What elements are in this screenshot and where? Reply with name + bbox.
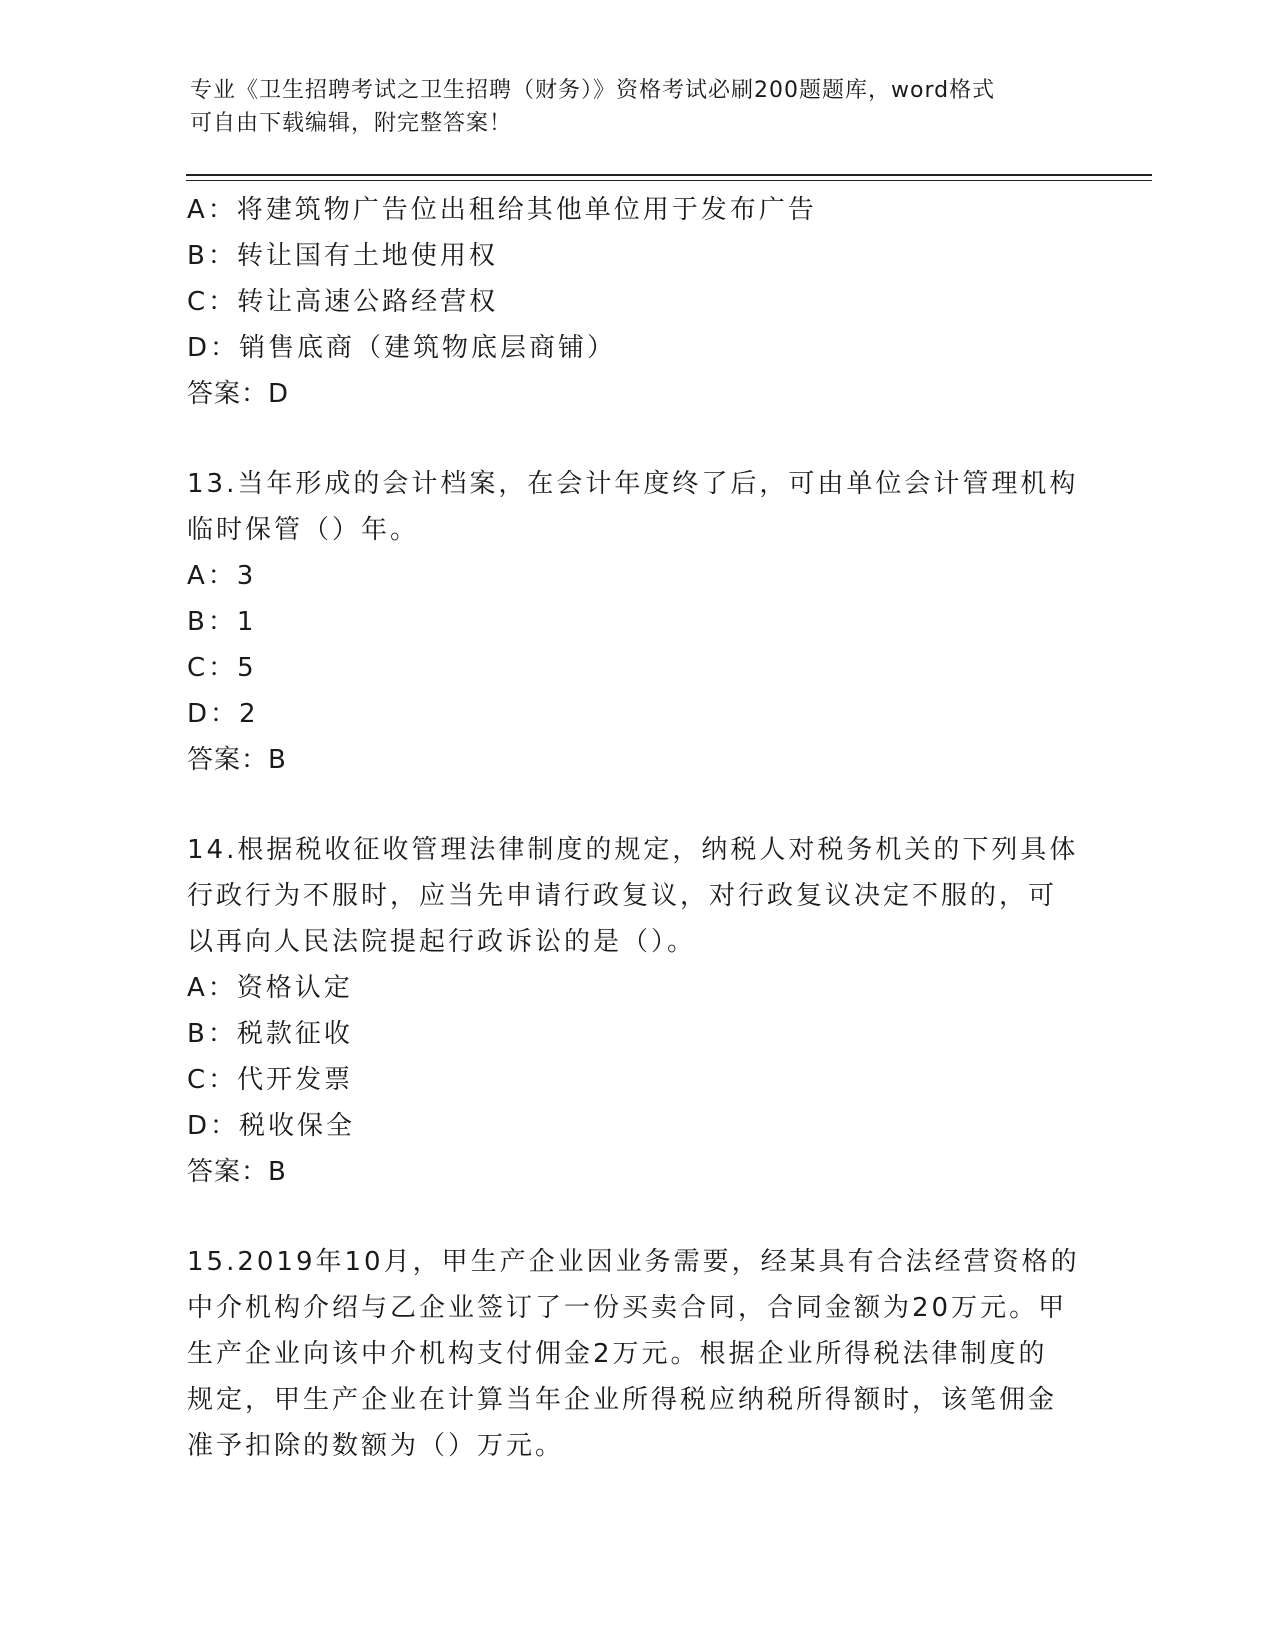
header-line-2: 可自由下载编辑，附完整答案！	[190, 111, 513, 136]
option-d: D：销售底商（建筑物底层商铺）	[187, 333, 617, 363]
question-text-line: 生产企业向该中介机构支付佣金2万元。根据企业所得税法律制度的	[187, 1339, 1048, 1369]
question-text-line: 规定，甲生产企业在计算当年企业所得税应纳税所得额时，该笔佣金	[187, 1385, 1058, 1415]
option-c: C：5	[187, 653, 257, 683]
question-13	[187, 461, 1087, 783]
option-d: D：税收保全	[187, 1111, 356, 1141]
option-c: C：转让高速公路经营权	[187, 287, 499, 317]
header-line-1: 专业《卫生招聘考试之卫生招聘（财务）》资格考试必刷200题题库，word格式	[190, 78, 996, 103]
header-divider-thick	[186, 174, 1152, 176]
question-text-line: 行政行为不服时，应当先申请行政复议，对行政复议决定不服的，可	[187, 881, 1058, 911]
option-b: B：1	[187, 607, 257, 637]
question-15	[187, 1239, 1087, 1469]
option-b: B：转让国有土地使用权	[187, 241, 498, 271]
document-header	[190, 74, 1090, 140]
question-12	[187, 187, 1087, 417]
question-text-line: 13.当年形成的会计档案，在会计年度终了后，可由单位会计管理机构	[187, 469, 1079, 499]
question-text-line: 15.2019年10月，甲生产企业因业务需要，经某具有合法经营资格的	[187, 1247, 1080, 1277]
option-c: C：代开发票	[187, 1065, 354, 1095]
option-b: B：税款征收	[187, 1019, 353, 1049]
answer: 答案：D	[187, 379, 290, 409]
answer: 答案：B	[187, 1157, 287, 1187]
question-text-line: 准予扣除的数额为（）万元。	[187, 1431, 565, 1461]
header-divider-thin	[186, 180, 1152, 181]
question-text-line: 中介机构介绍与乙企业签订了一份买卖合同，合同金额为20万元。甲	[187, 1293, 1068, 1323]
option-a: A：将建筑物广告位出租给其他单位用于发布广告	[187, 195, 817, 225]
question-content	[187, 187, 1087, 1469]
option-d: D：2	[187, 699, 259, 729]
answer: 答案：B	[187, 745, 287, 775]
question-14	[187, 827, 1087, 1195]
option-a: A：3	[187, 561, 257, 591]
question-text-line: 14.根据税收征收管理法律制度的规定，纳税人对税务机关的下列具体	[187, 835, 1079, 865]
question-text-line: 以再向人民法院提起行政诉讼的是（）。	[187, 927, 697, 957]
question-text-line: 临时保管（）年。	[187, 515, 420, 545]
option-a: A：资格认定	[187, 973, 353, 1003]
